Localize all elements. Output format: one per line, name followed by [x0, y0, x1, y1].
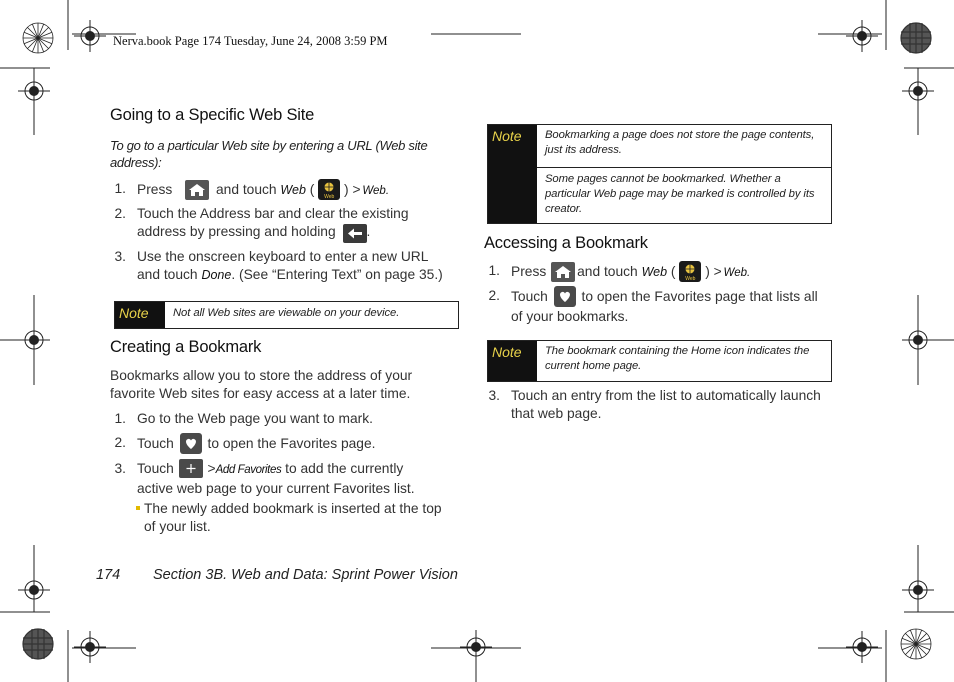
note-box-home-icon	[487, 340, 832, 382]
step-1-bookmark	[110, 410, 460, 430]
section-intro: To go to a particular Web site by entering a URL (Web site address):	[110, 138, 428, 170]
step-text: >	[207, 461, 216, 477]
step-2	[110, 205, 460, 245]
bullet-item	[136, 500, 466, 538]
step-text: Touch	[137, 436, 174, 452]
step-number: 1.	[114, 411, 126, 426]
section-paragraph: Bookmarks allow you to store the address of your favorite Web sites for easy access at a later time.	[110, 368, 413, 401]
step-2-bookmark	[110, 434, 460, 458]
step-3	[110, 248, 460, 286]
note-text: Some pages cannot be bookmarked. Whether a particular Web page may be marked is controlled by its creator.	[545, 173, 815, 215]
step-text: Touch an entry from the list to automatically launch	[511, 388, 821, 403]
step-text: and touch	[137, 266, 198, 282]
web-label: Web	[280, 183, 306, 198]
step-text: and touch	[215, 182, 277, 198]
section-title-creating-bookmark: Creating a Bookmark	[110, 338, 262, 356]
step-text: . (See “Entering Text” on page 35.)	[231, 266, 443, 282]
step-text: address by pressing and holding	[137, 223, 336, 239]
period: .	[366, 223, 371, 239]
page-number: 174	[96, 567, 121, 583]
note-box-bookmarking	[487, 124, 832, 224]
step-text: Press	[511, 264, 547, 280]
web-globe-icon	[318, 179, 340, 200]
step-text: Press	[137, 182, 173, 198]
step-3-access	[484, 387, 844, 427]
paren: (	[670, 264, 676, 280]
step-text: that web page.	[511, 405, 602, 421]
step-text: Touch	[137, 461, 174, 477]
home-icon	[185, 180, 209, 200]
home-icon	[551, 262, 575, 282]
paren: (	[309, 182, 315, 198]
step-text: of your bookmarks.	[511, 309, 629, 324]
bullet-text: of your list.	[144, 518, 211, 534]
step-text: Go to the Web page you want to mark.	[137, 411, 373, 426]
step-number: 2.	[114, 435, 126, 450]
section-title-accessing-bookmark: Accessing a Bookmark	[484, 234, 648, 252]
step-number: 2.	[114, 206, 126, 221]
plus-icon	[179, 459, 203, 478]
web-label: Web	[641, 265, 668, 280]
web-globe-icon	[679, 261, 701, 282]
step-1	[110, 180, 460, 202]
step-1-access	[484, 262, 834, 284]
step-text: Use the onscreen keyboard to enter a new URL	[137, 249, 429, 264]
step-number: 2.	[488, 288, 500, 303]
step-3-bookmark	[110, 460, 460, 500]
web-menu-label: Web.	[723, 267, 751, 280]
step-text: active web page to your current Favorites list.	[137, 480, 415, 496]
page-header: Nerva.book Page 174 Tuesday, June 24, 2008 3:59 PM	[113, 34, 388, 48]
paren: ) >	[705, 264, 722, 280]
back-arrow-icon	[343, 224, 367, 243]
step-text: Touch	[511, 289, 548, 305]
note-box-web-sites	[114, 301, 459, 329]
web-menu-label: Web.	[362, 185, 390, 198]
step-number: 3.	[114, 461, 126, 476]
step-number: 3.	[114, 249, 126, 264]
note-divider	[537, 167, 831, 168]
step-number: 1.	[488, 263, 500, 278]
note-label: Note	[488, 125, 537, 223]
section-title-specific-site: Going to a Specific Web Site	[110, 106, 315, 124]
note-text: The bookmark containing the Home icon indicates the current home page.	[545, 345, 810, 372]
note-label: Note	[488, 341, 537, 381]
step-number: 1.	[114, 181, 126, 196]
note-text: Bookmarking a page does not store the page contents, just its address.	[545, 129, 815, 156]
note-label: Note	[115, 302, 165, 328]
done-label: Done	[201, 267, 232, 282]
web-icon-caption: Web	[324, 194, 335, 200]
favorites-heart-icon	[180, 433, 202, 454]
step-text: to open the Favorites page.	[207, 436, 376, 452]
step-text: to open the Favorites page that lists all	[581, 289, 818, 305]
favorites-heart-icon	[554, 286, 576, 307]
add-favorites-label: Add Favorites	[215, 464, 282, 477]
web-icon-caption: Web	[685, 276, 696, 282]
note-text: Not all Web sites are viewable on your device.	[173, 307, 400, 319]
step-text: to add the currently	[285, 461, 404, 477]
paren: ) >	[344, 182, 361, 198]
footer-section-title: Section 3B. Web and Data: Sprint Power Vision	[153, 567, 458, 583]
bullet-text: The newly added bookmark is inserted at the top	[144, 501, 442, 516]
step-number: 3.	[488, 388, 500, 403]
bullet-marker	[136, 506, 140, 510]
step-text: Touch the Address bar and clear the existing	[137, 206, 409, 221]
step-2-access	[484, 287, 834, 327]
step-text: and touch	[577, 264, 638, 280]
